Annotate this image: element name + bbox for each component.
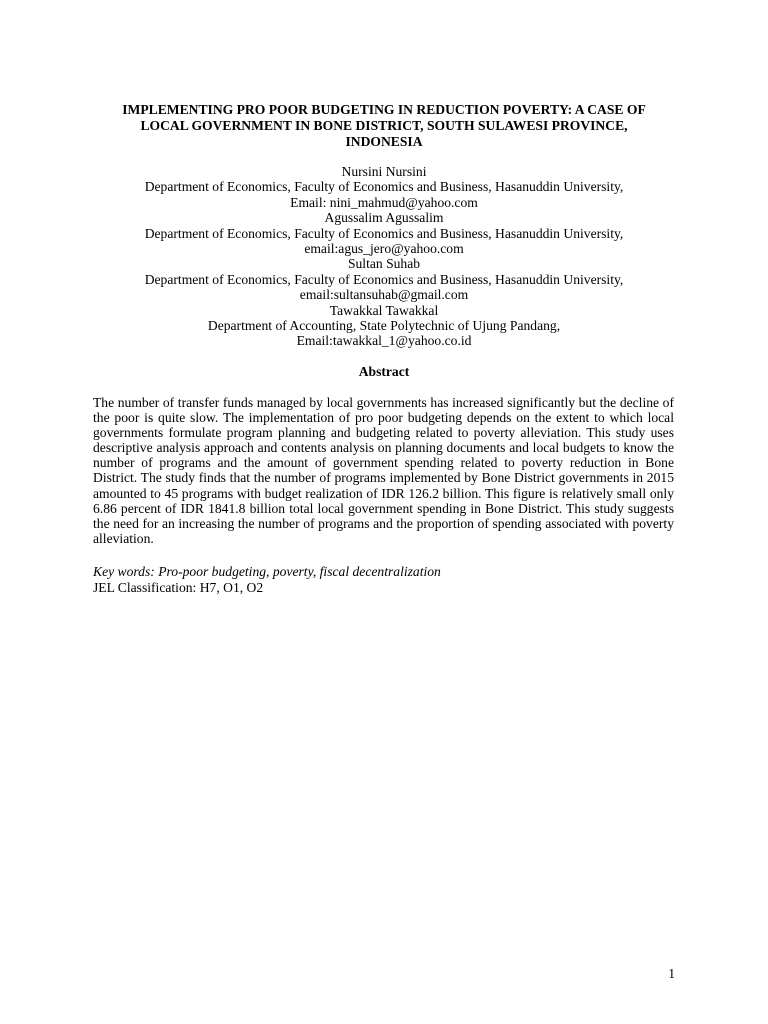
title-line: LOCAL GOVERNMENT IN BONE DISTRICT, SOUTH SULAWESI PROVINCE, [140, 118, 628, 133]
author-affiliation: Department of Economics, Faculty of Economics and Business, Hasanuddin University, [144, 179, 624, 195]
author-block [90, 164, 678, 349]
author-name: Nursini Nursini [341, 164, 427, 179]
author-affiliation: Department of Economics, Faculty of Economics and Business, Hasanuddin University, [144, 225, 624, 241]
abstract-heading: Abstract [358, 364, 410, 379]
author-email: email:agus_jero@yahoo.com [304, 241, 464, 257]
author-email: Email:tawakkal_1@yahoo.co.id [296, 333, 472, 349]
author-name: Agussalim Agussalim [324, 210, 444, 226]
author-email: Email: nini_mahmud@yahoo.com [290, 194, 478, 210]
author-name: Tawakkal Tawakkal [329, 302, 439, 318]
abstract-body: The number of transfer funds managed by local governments has increased significantly but the decline of the poor is quite slow. The implementation of pro poor budgeting depends on the extent to which local governments formulate program planning and budgeting related to poverty alleviation. This study uses descriptive analysis approach and contents analysis on planning documents and local budgets to know the number of programs and the amount of government spending related to poverty reduction in Bone District. The study finds that the number of programs implemented by Bone District governments in 2015 amounted to 45 programs with budget realization of IDR 126.2 billion. This figure is relatively small only 6.86 percent of IDR 1841.8 billion total local government spending in Bone District. This study suggests the need for an increasing the number of programs and the proportion of spending associated with poverty alleviation. [93, 395, 674, 546]
page-number: 1 [668, 966, 675, 981]
title-line: IMPLEMENTING PRO POOR BUDGETING IN REDUCTION POVERTY: A CASE OF [122, 102, 646, 117]
title-line: INDONESIA [345, 134, 423, 149]
jel-classification: JEL Classification: H7, O1, O2 [93, 580, 264, 595]
author-affiliation: Department of Economics, Faculty of Economics and Business, Hasanuddin University, [144, 271, 624, 287]
author-name: Sultan Suhab [347, 256, 421, 272]
author-email: email:sultansuhab@gmail.com [299, 287, 469, 303]
keywords: Key words: Pro-poor budgeting, poverty, fiscal decentralization [93, 564, 441, 579]
author-affiliation: Department of Accounting, State Polytechnic of Ujung Pandang, [207, 318, 561, 334]
paper-title [100, 102, 668, 150]
